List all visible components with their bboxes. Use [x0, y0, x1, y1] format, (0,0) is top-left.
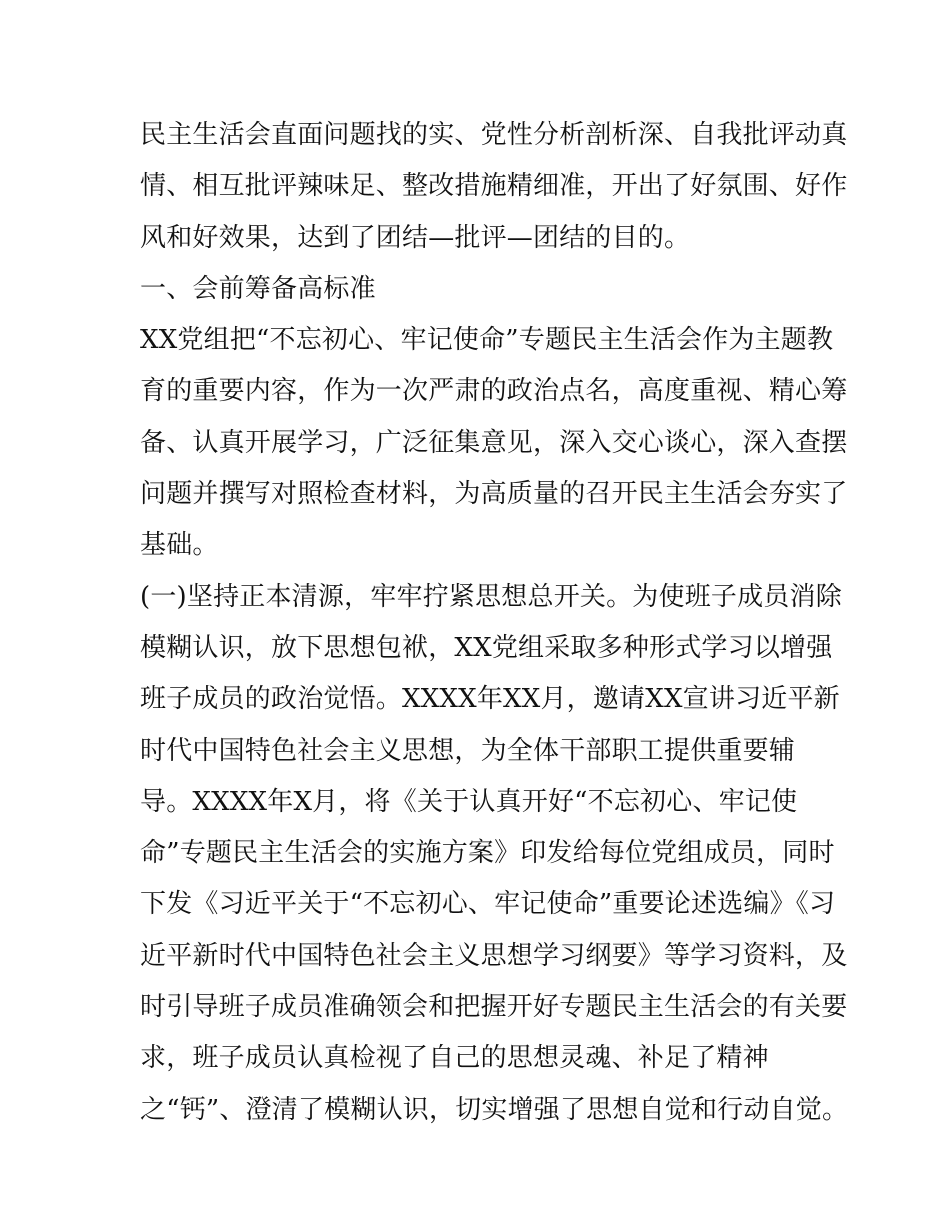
text-line: 之“钙”、澄清了模糊认识，切实增强了思想自觉和行动自觉。 — [140, 1094, 849, 1125]
text-line: 近平新时代中国特色社会主义思想学习纲要》等学习资料，及 — [140, 940, 848, 971]
text-line: 备、认真开展学习，广泛征集意见，深入交心谈心，深入查摆 — [140, 427, 848, 458]
text-line: 命”专题民主生活会的实施方案》印发给每位党组成员，同时 — [140, 838, 835, 869]
text-line: 时引导班子成员准确领会和把握开好专题民主生活会的有关要 — [140, 992, 848, 1023]
text-line: 育的重要内容，作为一次严肃的政治点名，高度重视、精心筹 — [140, 376, 848, 407]
text-line: 导。XXXX年X月，将《关于认真开好“不忘初心、牢记使 — [140, 786, 798, 817]
section-heading: 一、会前筹备高标准 — [140, 273, 376, 304]
text-line: 模糊认识，放下思想包袱，XX党组采取多种形式学习以增强 — [140, 632, 833, 663]
text-line: 时代中国特色社会主义思想，为全体干部职工提供重要辅 — [140, 735, 796, 766]
text-line: (一)坚持正本清源，牢牢拧紧思想总开关。为使班子成员消除 — [140, 581, 842, 612]
text-line: 问题并撰写对照检查材料，为高质量的召开民主生活会夯实了 — [140, 479, 848, 510]
text-line: 风和好效果，达到了团结—批评—团结的目的。 — [140, 222, 691, 253]
text-line: 下发《习近平关于“不忘初心、牢记使命”重要论述选编》《习 — [140, 889, 836, 920]
text-line: XX党组把“不忘初心、牢记使命”专题民主生活会作为主题教 — [140, 325, 834, 356]
text-line: 基础。 — [140, 530, 219, 561]
text-line: 求，班子成员认真检视了自己的思想灵魂、补足了精神 — [140, 1043, 769, 1074]
text-line: 民主生活会直面问题找的实、党性分析剖析深、自我批评动真 — [140, 120, 848, 150]
text-line: 情、相互批评辣味足、整改措施精细准，开出了好氛围、好作 — [140, 171, 848, 202]
document-body — [140, 110, 849, 1136]
text-line: 班子成员的政治觉悟。XXXX年XX月，邀请XX宣讲习近平新 — [140, 684, 840, 715]
